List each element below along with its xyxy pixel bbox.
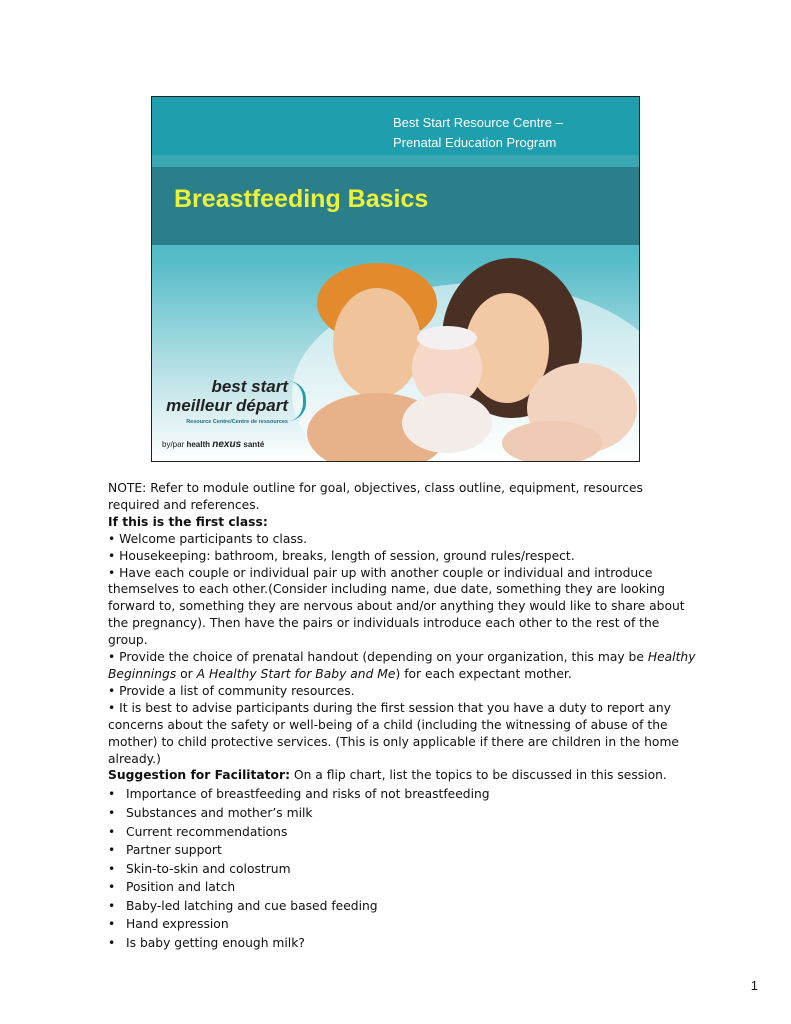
topic-text: Is baby getting enough milk?: [126, 936, 305, 951]
logo-line1: best start: [211, 377, 288, 396]
bullet-glyph: •: [108, 805, 116, 820]
bullet-glyph: •: [108, 880, 116, 895]
first-class-heading: If this is the first class:: [108, 514, 268, 529]
logo-line3: Resource Centre/Centre de ressources: [186, 419, 288, 425]
note-item-pair-up: • Have each couple or individual pair up with another couple or individual and introduce themselves to each other.(Consider including name, due date, something they are looking forward to, something they are nervous about and/or anything they would like to share about the pregnancy). Then have the pairs or individuals introduce each other to the rest of the group.: [108, 565, 685, 648]
list-item: [108, 934, 698, 953]
list-item: [108, 897, 698, 916]
byline-sante: santé: [243, 440, 265, 449]
list-item: [108, 841, 698, 860]
bullet-glyph: •: [108, 898, 116, 913]
list-item: [108, 804, 698, 823]
logo-byline: [162, 439, 264, 450]
topic-text: Partner support: [126, 843, 222, 858]
program-name-line2: Prenatal Education Program: [393, 135, 557, 150]
topic-text: Importance of breastfeeding and risks of not breastfeeding: [126, 787, 490, 802]
slide-title: Breastfeeding Basics: [174, 185, 429, 213]
note-item-handout: [108, 649, 698, 683]
handout-title-2: A Healthy Start for Baby and Me: [196, 666, 396, 681]
topic-text: Substances and mother’s milk: [126, 805, 313, 820]
bullet-glyph: •: [108, 787, 116, 802]
title-slide: [151, 96, 640, 462]
family-photo: [282, 243, 640, 461]
byline-prefix: by/par: [162, 440, 185, 449]
speaker-notes: [108, 480, 698, 953]
logo-line2: meilleur départ: [166, 396, 288, 415]
bullet-glyph: •: [108, 936, 116, 951]
note-item-welcome: • Welcome participants to class.: [108, 531, 308, 546]
bullet-glyph: •: [108, 861, 116, 876]
topic-text: Baby-led latching and cue based feeding: [126, 898, 378, 913]
logo-arc-mark: [288, 381, 306, 421]
list-item: [108, 785, 698, 804]
list-item: [108, 860, 698, 879]
byline-nexus: nexus: [212, 439, 242, 450]
bullet-glyph: •: [108, 824, 116, 839]
topic-text: Current recommendations: [126, 824, 288, 839]
page-number: 1: [750, 978, 758, 993]
best-start-logo: [160, 377, 320, 457]
topic-text: Position and latch: [126, 880, 236, 895]
handout-middle: or: [176, 666, 197, 681]
bullet-glyph: •: [108, 843, 116, 858]
list-item: [108, 878, 698, 897]
topic-list: [108, 785, 698, 952]
bullet-glyph: •: [108, 917, 116, 932]
note-paragraph: NOTE: Refer to module outline for goal, objectives, class outline, equipment, resources required and references.: [108, 481, 643, 512]
topic-text: Hand expression: [126, 917, 229, 932]
suggestion-text: On a flip chart, list the topics to be discussed in this session.: [290, 768, 667, 783]
title-band-edge: [152, 155, 639, 167]
note-item-duty-to-report: • It is best to advise participants during the first session that you have a duty to report any concerns about the safety or well-being of a child (including the witnessing of abuse of the mother) to child protective services. (This is only applicable if there are children in the home already.): [108, 700, 679, 766]
suggestion-label: Suggestion for Facilitator:: [108, 768, 290, 783]
suggestion-line: [108, 767, 698, 784]
byline-health: health: [186, 440, 211, 449]
handout-title-1: Healthy Beginnings: [108, 650, 696, 681]
list-item: [108, 823, 698, 842]
topic-text: Skin-to-skin and colostrum: [126, 861, 291, 876]
program-name-line1: Best Start Resource Centre –: [393, 115, 563, 130]
note-item-housekeeping: • Housekeeping: bathroom, breaks, length of session, ground rules/respect.: [108, 548, 575, 563]
handout-suffix: ) for each expectant mother.: [395, 666, 572, 681]
note-item-resources: • Provide a list of community resources.: [108, 683, 355, 698]
list-item: [108, 915, 698, 934]
handout-prefix: • Provide the choice of prenatal handout (depending on your organization, this may be: [108, 650, 648, 665]
